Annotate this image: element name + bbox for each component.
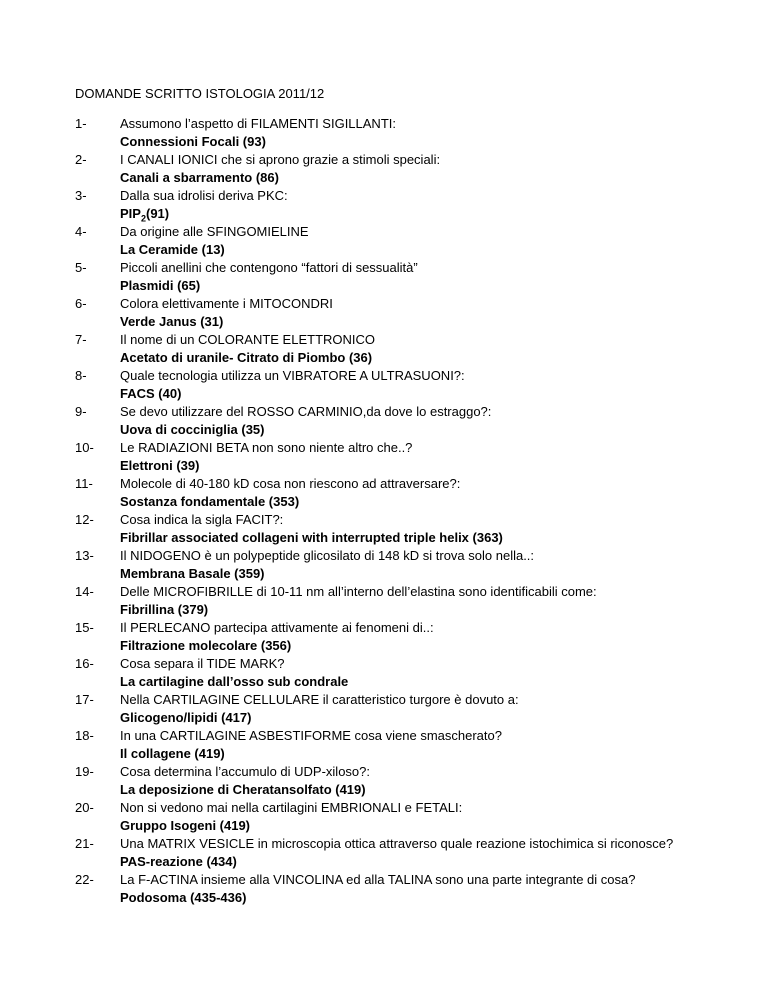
question-item — [75, 871, 755, 907]
question-line — [75, 655, 755, 673]
question-item — [75, 763, 755, 799]
question-number: 11- — [75, 476, 93, 491]
answer-text: PAS-reazione (434) — [120, 854, 237, 869]
question-line — [75, 187, 755, 205]
answer-text: La cartilagine dall’osso sub condrale — [120, 674, 349, 689]
answer-text: Fibrillina (379) — [120, 602, 209, 617]
question-number: 22- — [75, 872, 94, 887]
question-number: 7- — [75, 332, 87, 347]
answer-text-main: PIP — [120, 206, 141, 221]
question-line — [75, 871, 755, 889]
question-number: 17- — [75, 692, 94, 707]
question-item — [75, 619, 755, 655]
question-line — [75, 403, 755, 421]
answer-text: La Ceramide (13) — [120, 242, 225, 257]
question-item — [75, 439, 755, 475]
question-number: 4- — [75, 224, 87, 239]
document-title: DOMANDE SCRITTO ISTOLOGIA 2011/12 — [75, 86, 325, 101]
question-line — [75, 619, 755, 637]
question-number: 1- — [75, 116, 87, 131]
answer-text: Uova di cocciniglia (35) — [120, 422, 265, 437]
question-line — [75, 691, 755, 709]
answer-text: Glicogeno/lipidi (417) — [120, 710, 252, 725]
question-text: Piccoli anellini che contengono “fattori di sessualità” — [120, 260, 418, 275]
question-text: I CANALI IONICI che si aprono grazie a stimoli speciali: — [120, 152, 441, 167]
question-line — [75, 151, 755, 169]
question-text: Delle MICROFIBRILLE di 10-11 nm all’interno dell’elastina sono identificabili come: — [120, 584, 597, 599]
question-text: Assumono l’aspetto di FILAMENTI SIGILLANTI: — [120, 116, 396, 131]
question-text: In una CARTILAGINE ASBESTIFORME cosa viene smascherato? — [120, 728, 502, 743]
answer-text: Il collagene (419) — [120, 746, 225, 761]
question-number: 18- — [75, 728, 94, 743]
question-number: 8- — [75, 368, 87, 383]
question-item — [75, 187, 755, 223]
question-text: Cosa determina l’accumulo di UDP-xiloso?: — [120, 764, 370, 779]
question-text: Colora elettivamente i MITOCONDRI — [120, 296, 333, 311]
answer-text: Fibrillar associated collageni with interrupted triple helix (363) — [120, 530, 503, 545]
answer-text: La deposizione di Cheratansolfato (419) — [120, 782, 366, 797]
question-number: 16- — [75, 656, 94, 671]
question-item — [75, 655, 755, 691]
question-item — [75, 295, 755, 331]
answer-text: Podosoma (435-436) — [120, 890, 247, 905]
question-text: Il nome di un COLORANTE ELETTRONICO — [120, 332, 376, 347]
question-text: Cosa separa il TIDE MARK? — [120, 656, 285, 671]
question-text: Una MATRIX VESICLE in microscopia ottica attraverso quale reazione istochimica si riconosce? — [120, 836, 674, 851]
question-line — [75, 367, 755, 385]
question-number: 13- — [75, 548, 94, 563]
question-number: 10- — [75, 440, 94, 455]
question-number: 19- — [75, 764, 94, 779]
question-number: 15- — [75, 620, 94, 635]
question-item — [75, 223, 755, 259]
question-line — [75, 835, 755, 853]
answer-text: Gruppo Isogeni (419) — [120, 818, 251, 833]
answer-text: Membrana Basale (359) — [120, 566, 265, 581]
question-item — [75, 691, 755, 727]
question-number: 12- — [75, 512, 94, 527]
question-text: Cosa indica la sigla FACIT?: — [120, 512, 284, 527]
question-line — [75, 259, 755, 277]
question-text: La F-ACTINA insieme alla VINCOLINA ed alla TALINA sono una parte integrante di cosa? — [120, 872, 636, 887]
answer-text: Filtrazione molecolare (356) — [120, 638, 292, 653]
answer-page-ref: (91) — [145, 206, 170, 221]
question-number: 5- — [75, 260, 87, 275]
question-item — [75, 331, 755, 367]
question-line — [75, 763, 755, 781]
question-text: Nella CARTILAGINE CELLULARE il caratteristico turgore è dovuto a: — [120, 692, 519, 707]
answer-text — [75, 205, 755, 223]
answer-text: Verde Janus (31) — [120, 314, 224, 329]
answer-text: Connessioni Focali (93) — [120, 134, 266, 149]
question-text: Non si vedono mai nella cartilagini EMBRIONALI e FETALI: — [120, 800, 463, 815]
question-text: Se devo utilizzare del ROSSO CARMINIO,da dove lo estraggo?: — [120, 404, 492, 419]
question-number: 6- — [75, 296, 87, 311]
question-item — [75, 511, 755, 547]
question-text: Da origine alle SFINGOMIELINE — [120, 224, 309, 239]
question-line — [75, 547, 755, 565]
question-item — [75, 475, 755, 511]
question-item — [75, 115, 755, 151]
question-number: 14- — [75, 584, 94, 599]
answer-text: Sostanza fondamentale (353) — [120, 494, 300, 509]
answer-subscript: 2 — [140, 213, 146, 224]
question-line — [75, 511, 755, 529]
question-list — [75, 115, 755, 907]
question-line — [75, 799, 755, 817]
answer-text: Elettroni (39) — [120, 458, 200, 473]
question-item — [75, 151, 755, 187]
question-text: Quale tecnologia utilizza un VIBRATORE A ULTRASUONI?: — [120, 368, 465, 383]
question-text: Il PERLECANO partecipa attivamente ai fenomeni di..: — [120, 620, 434, 635]
question-line — [75, 115, 755, 133]
question-number: 3- — [75, 188, 87, 203]
question-number: 2- — [75, 152, 87, 167]
question-item — [75, 835, 755, 871]
question-text: Dalla sua idrolisi deriva PKC: — [120, 188, 288, 203]
answer-text: FACS (40) — [120, 386, 182, 401]
question-line — [75, 475, 755, 493]
question-text: Il NIDOGENO è un polypeptide glicosilato di 148 kD si trova solo nella..: — [120, 548, 535, 563]
question-text: Le RADIAZIONI BETA non sono niente altro che..? — [120, 440, 413, 455]
question-text: Molecole di 40-180 kD cosa non riescono ad attraversare?: — [120, 476, 461, 491]
answer-text: Canali a sbarramento (86) — [120, 170, 279, 185]
question-number: 20- — [75, 800, 94, 815]
question-item — [75, 727, 755, 763]
question-item — [75, 259, 755, 295]
question-item — [75, 799, 755, 835]
question-number: 9- — [75, 404, 87, 419]
question-item — [75, 367, 755, 403]
question-item — [75, 583, 755, 619]
question-line — [75, 583, 755, 601]
question-line — [75, 331, 755, 349]
answer-text: Acetato di uranile- Citrato di Piombo (36) — [120, 350, 373, 365]
question-line — [75, 727, 755, 745]
answer-text: Plasmidi (65) — [120, 278, 201, 293]
question-line — [75, 439, 755, 457]
question-item — [75, 547, 755, 583]
question-line — [75, 223, 755, 241]
question-line — [75, 295, 755, 313]
question-item — [75, 403, 755, 439]
question-number: 21- — [75, 836, 94, 851]
